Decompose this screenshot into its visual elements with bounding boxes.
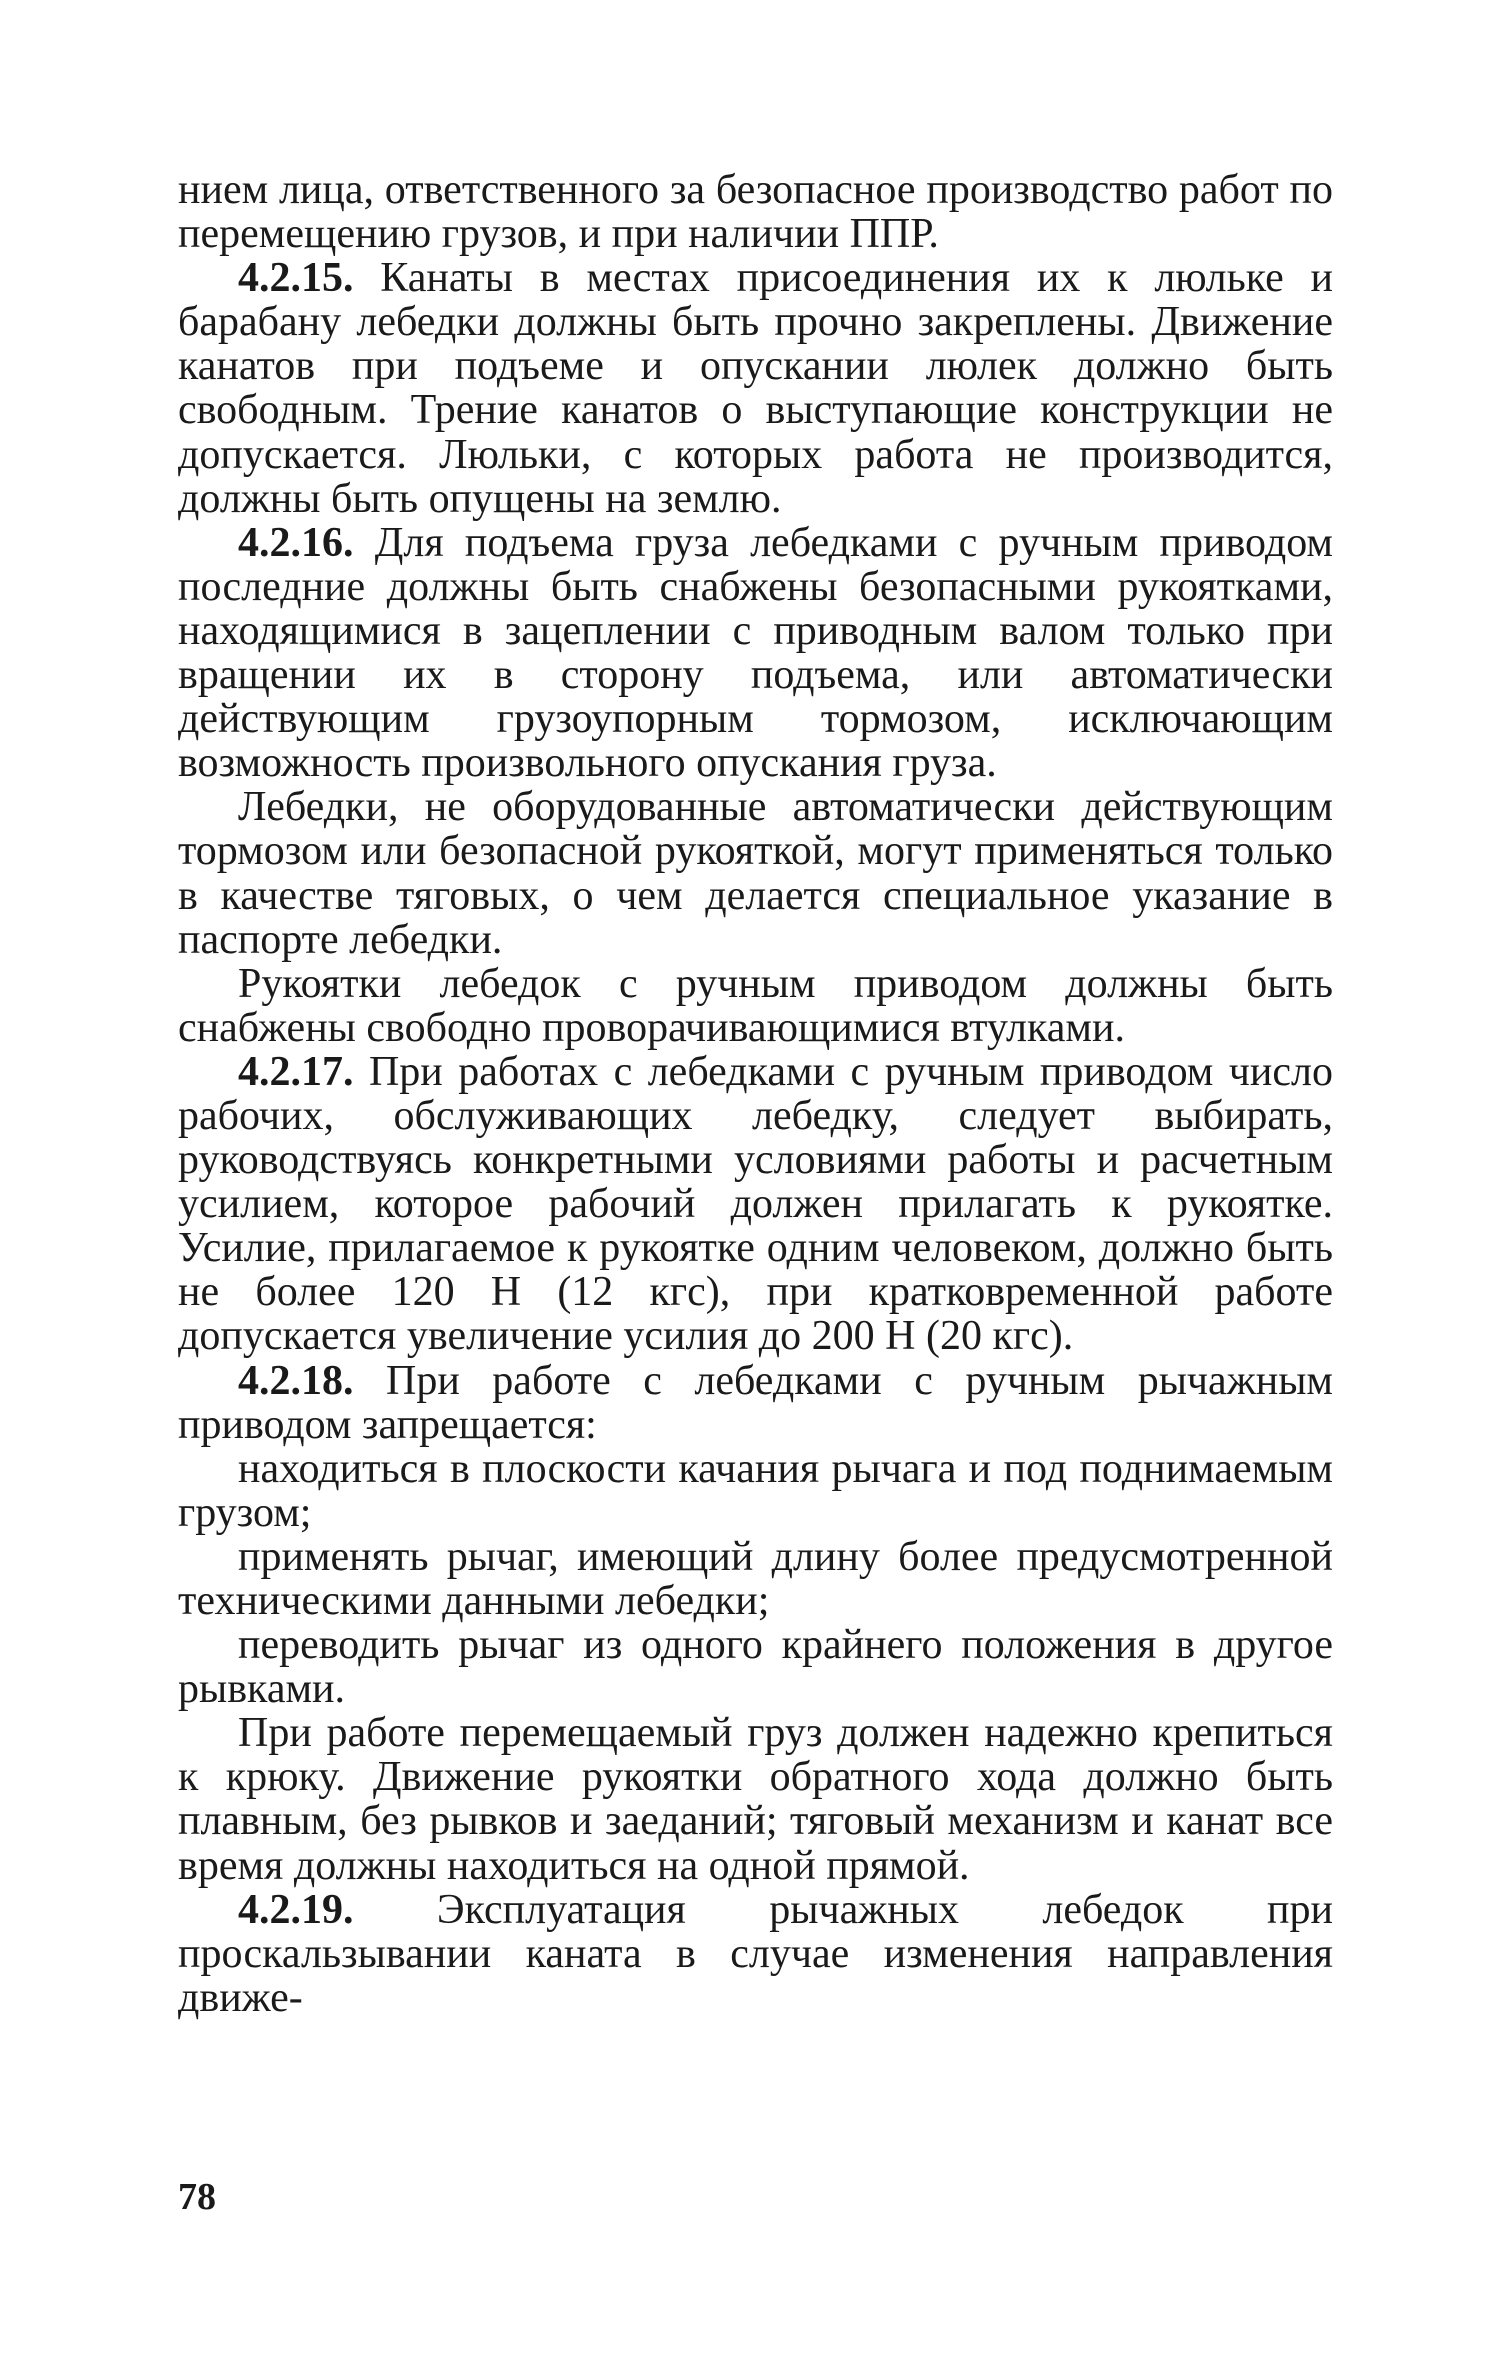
paragraph-handles xyxy=(178,962,1333,1050)
paragraph-text: переводить рычаг из одного крайнего положения в другое рывками. xyxy=(178,1622,1333,1713)
page-number: 78 xyxy=(178,2176,216,2218)
paragraph-text: Лебедки, не оборудованные автоматически действующим тормозом или безопасной рукояткой, могут применяться только в качестве тяговых, о чем делается специальное указание в паспорте лебедки. xyxy=(178,784,1333,963)
section-number: 4.2.18. xyxy=(238,1357,354,1404)
list-item-prohibition-3 xyxy=(178,1623,1333,1711)
page-body xyxy=(178,168,1333,2020)
paragraph-text: применять рычаг, имеющий длину более предусмотренной техническими данными лебедки; xyxy=(178,1533,1333,1624)
paragraph-text: При работе с лебедками с ручным рычажным приводом запрещается: xyxy=(178,1357,1333,1448)
section-number: 4.2.15. xyxy=(238,255,354,302)
paragraph-4-2-17 xyxy=(178,1050,1333,1359)
paragraph-text: Канаты в местах присоединения их к люльке и барабану лебедки должны быть прочно закреплены. Движение канатов при подъеме и опускании люлек должно быть свободным. Трение канатов о выступающие конструкции не допускается. Люльки, с которых работа не производится, должны быть опущены на землю. xyxy=(178,255,1333,522)
section-number: 4.2.19. xyxy=(238,1886,354,1933)
paragraph-text: При работах с лебедками с ручным приводом число рабочих, обслуживающих лебедку, следует выбирать, руководствуясь конкретными условиями работы и расчетным усилием, которое рабочий должен прилагать к рукоятке. Усилие, прилагаемое к рукоятке одним человеком, должно быть не более 120 Н (12 кгс), при кратковременной работе допускается увеличение усилия до 200 Н (20 кгс). xyxy=(178,1048,1333,1360)
section-number: 4.2.17. xyxy=(238,1048,354,1095)
body-text xyxy=(178,168,1333,2020)
paragraph-text: Для подъема груза лебедками с ручным приводом последние должны быть снабжены безопасными рукоятками, находящимися в зацеплении с приводным валом только при вращении их в сторону подъема, или автоматически действующим грузоупорным тормозом, исключающим возможность произвольного опускания груза. xyxy=(178,519,1333,787)
section-number: 4.2.16. xyxy=(238,519,354,566)
paragraph-load-fastening xyxy=(178,1711,1333,1887)
paragraph-4-2-19 xyxy=(178,1888,1333,2020)
paragraph-text: При работе перемещаемый груз должен надежно крепиться к крюку. Движение рукоятки обратного хода должно быть плавным, без рывков и заеданий; тяговый механизм и канат все время должны находиться на одной прямой. xyxy=(178,1710,1333,1889)
list-item-prohibition-1 xyxy=(178,1447,1333,1535)
paragraph-winches-no-brake xyxy=(178,785,1333,961)
paragraph-4-2-15 xyxy=(178,256,1333,521)
paragraph-4-2-18 xyxy=(178,1359,1333,1447)
list-item-prohibition-2 xyxy=(178,1535,1333,1623)
paragraph-text: находиться в плоскости качания рычага и под поднимаемым грузом; xyxy=(178,1445,1333,1536)
paragraph-0 xyxy=(178,168,1333,256)
paragraph-text: Рукоятки лебедок с ручным приводом должны быть снабжены свободно проворачивающимися втулками. xyxy=(178,960,1333,1051)
paragraph-0-text: нием лица, ответственного за безопасное производство работ по перемещению грузов, и при наличии ППР. xyxy=(178,167,1333,258)
paragraph-text: Эксплуатация рычажных лебедок при проскальзывании каната в случае изменения направления движе- xyxy=(178,1886,1333,2021)
paragraph-4-2-16 xyxy=(178,521,1333,786)
